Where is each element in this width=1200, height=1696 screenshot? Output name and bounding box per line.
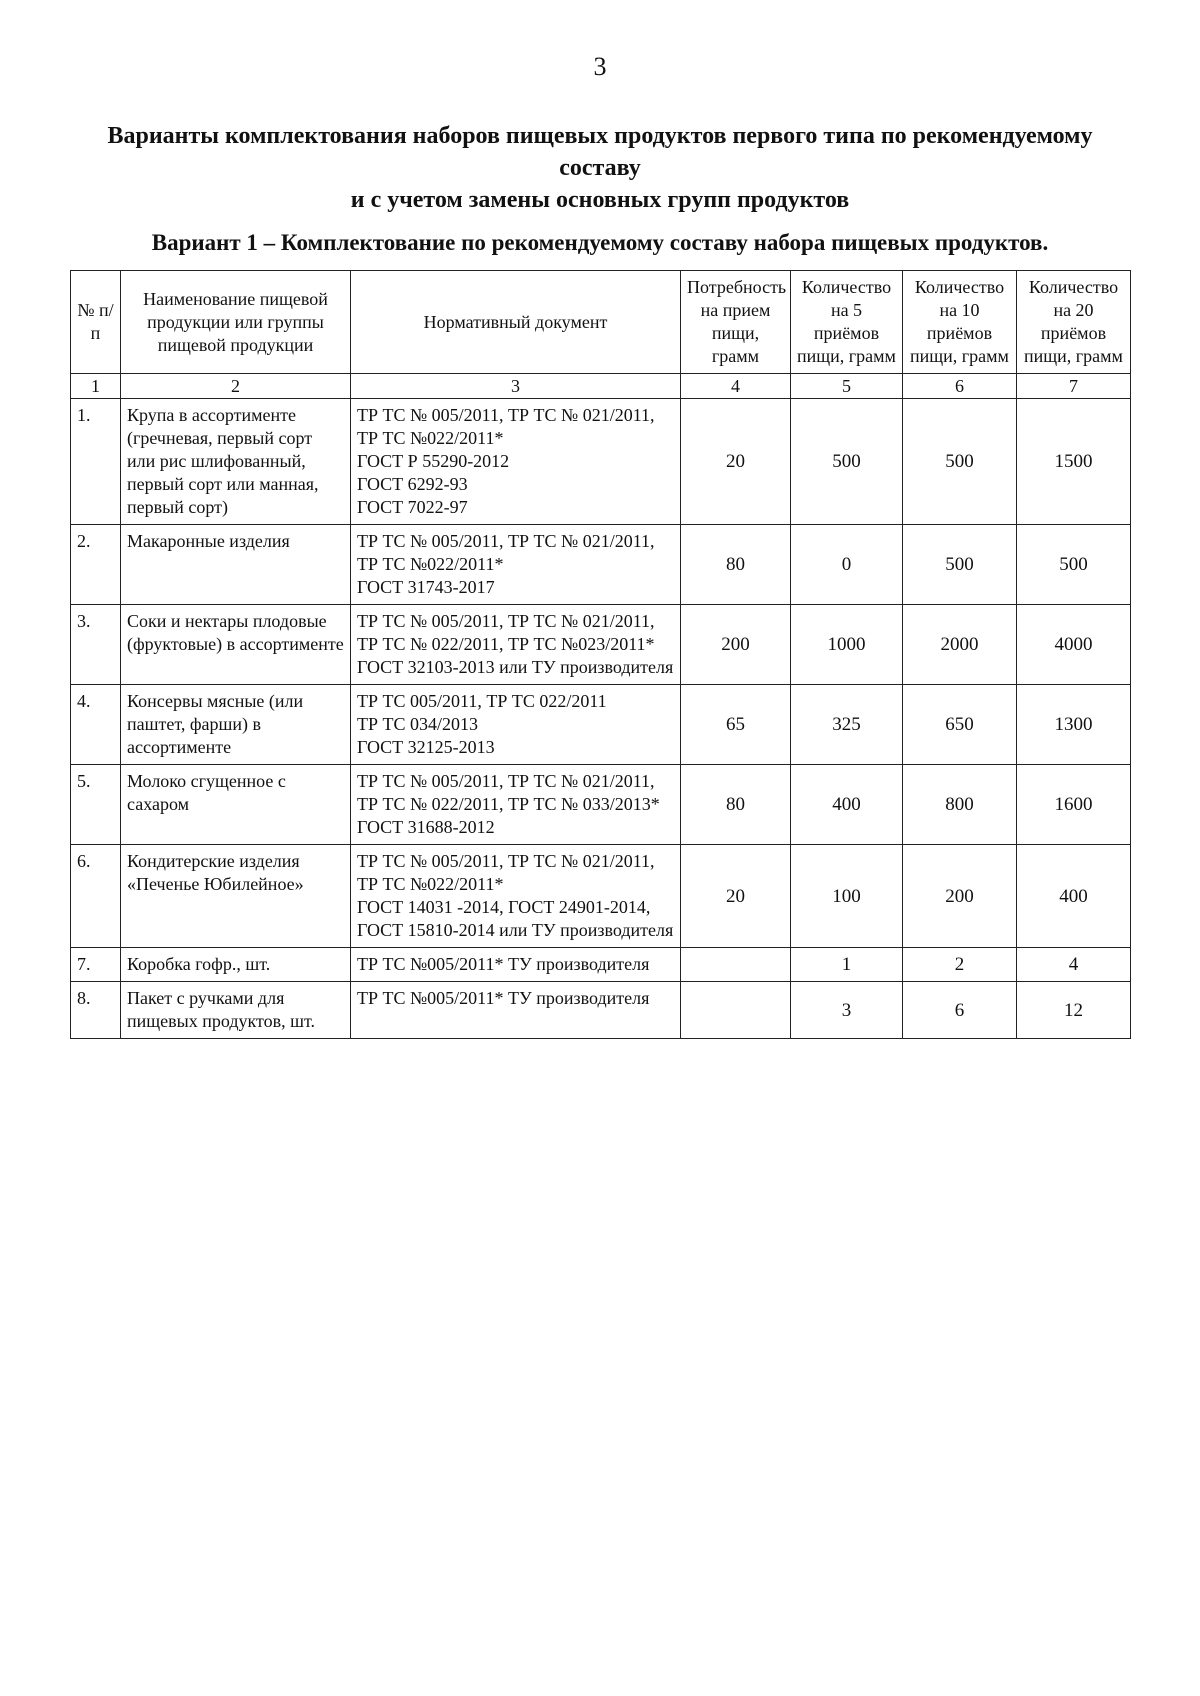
- table-row: [71, 982, 1131, 1039]
- document-line: ГОСТ 32125-2013: [357, 737, 495, 757]
- column-number: 1: [71, 374, 121, 399]
- qty-20-meals: 400: [1017, 845, 1131, 948]
- table-row: [71, 399, 1131, 525]
- column-number: 3: [351, 374, 681, 399]
- document-line: ГОСТ Р 55290-2012: [357, 451, 510, 471]
- row-number: 2.: [71, 525, 121, 605]
- header-document: Нормативный документ: [351, 271, 681, 374]
- document-line: ТР ТС №022/2011*: [357, 554, 504, 574]
- product-name: Макаронные изделия: [121, 525, 351, 605]
- need-per-meal: 20: [681, 399, 791, 525]
- qty-10-meals: 500: [903, 525, 1017, 605]
- variant-subtitle: Вариант 1 – Комплектование по рекомендуемому составу набора пищевых продуктов.: [151, 230, 1049, 255]
- qty-10-meals: 800: [903, 765, 1017, 845]
- header-num: № п/п: [71, 271, 121, 374]
- table-row: [71, 845, 1131, 948]
- products-table: [70, 270, 1131, 1039]
- normative-documents: [351, 948, 681, 982]
- document-line: ТР ТС №005/2011* ТУ производителя: [357, 954, 650, 974]
- need-per-meal: 80: [681, 765, 791, 845]
- document-line: ГОСТ 31743-2017: [357, 577, 495, 597]
- need-per-meal: [681, 948, 791, 982]
- header-qty20: Количество на 20 приёмов пищи, грамм: [1017, 271, 1131, 374]
- header-qty5: Количество на 5 приёмов пищи, грамм: [791, 271, 903, 374]
- document-line: ГОСТ 32103-2013 или ТУ производителя: [357, 657, 674, 677]
- qty-20-meals: 4000: [1017, 605, 1131, 685]
- document-line: ГОСТ 7022-97: [357, 497, 468, 517]
- product-name: Молоко сгущенное с сахаром: [121, 765, 351, 845]
- row-number: 1.: [71, 399, 121, 525]
- need-per-meal: 65: [681, 685, 791, 765]
- normative-documents: [351, 982, 681, 1039]
- row-number: 5.: [71, 765, 121, 845]
- qty-10-meals: 650: [903, 685, 1017, 765]
- row-number: 4.: [71, 685, 121, 765]
- qty-20-meals: 12: [1017, 982, 1131, 1039]
- qty-20-meals: 1300: [1017, 685, 1131, 765]
- qty-20-meals: 1600: [1017, 765, 1131, 845]
- product-name: Пакет с ручками для пищевых продуктов, шт.: [121, 982, 351, 1039]
- normative-documents: [351, 525, 681, 605]
- column-number: 2: [121, 374, 351, 399]
- table-header-row: [71, 271, 1131, 374]
- need-per-meal: 20: [681, 845, 791, 948]
- qty-10-meals: 200: [903, 845, 1017, 948]
- product-name: Соки и нектары плодовые (фруктовые) в ассортименте: [121, 605, 351, 685]
- row-number: 6.: [71, 845, 121, 948]
- qty-5-meals: 100: [791, 845, 903, 948]
- document-line: ТР ТС № 005/2011, ТР ТС № 021/2011,: [357, 611, 655, 631]
- product-name: Коробка гофр., шт.: [121, 948, 351, 982]
- product-name: Консервы мясные (или паштет, фарши) в ассортименте: [121, 685, 351, 765]
- qty-5-meals: 400: [791, 765, 903, 845]
- document-line: ТР ТС № 022/2011, ТР ТС №023/2011*: [357, 634, 655, 654]
- document-line: ГОСТ 6292-93: [357, 474, 468, 494]
- row-number: 3.: [71, 605, 121, 685]
- document-line: ТР ТС №005/2011* ТУ производителя: [357, 988, 650, 1008]
- table-row: [71, 765, 1131, 845]
- qty-10-meals: 2000: [903, 605, 1017, 685]
- normative-documents: [351, 765, 681, 845]
- product-name: Крупа в ассортименте (гречневая, первый сорт или рис шлифованный, первый сорт или манная, первый сорт): [121, 399, 351, 525]
- normative-documents: [351, 605, 681, 685]
- need-per-meal: 80: [681, 525, 791, 605]
- normative-documents: [351, 845, 681, 948]
- document-line: ТР ТС № 005/2011, ТР ТС № 021/2011,: [357, 851, 655, 871]
- document-line: ГОСТ 31688-2012: [357, 817, 495, 837]
- column-number: 7: [1017, 374, 1131, 399]
- table-row: [71, 685, 1131, 765]
- normative-documents: [351, 399, 681, 525]
- need-per-meal: 200: [681, 605, 791, 685]
- header-need: Потребность на прием пищи, грамм: [681, 271, 791, 374]
- qty-10-meals: 500: [903, 399, 1017, 525]
- document-line: ТР ТС 034/2013: [357, 714, 479, 734]
- column-number-row: [71, 374, 1131, 399]
- document-line: ТР ТС № 005/2011, ТР ТС № 021/2011,: [357, 531, 655, 551]
- table-body: [71, 399, 1131, 1039]
- row-number: 7.: [71, 948, 121, 982]
- document-title-line2: и с учетом замены основных групп продуктов: [350, 187, 850, 213]
- header-qty10: Количество на 10 приёмов пищи, грамм: [903, 271, 1017, 374]
- page-number: 3: [593, 52, 607, 81]
- document-line: ТР ТС №022/2011*: [357, 428, 504, 448]
- qty-5-meals: 0: [791, 525, 903, 605]
- qty-5-meals: 325: [791, 685, 903, 765]
- column-number: 5: [791, 374, 903, 399]
- qty-20-meals: 4: [1017, 948, 1131, 982]
- qty-5-meals: 3: [791, 982, 903, 1039]
- document-line: ГОСТ 15810-2014 или ТУ производителя: [357, 920, 674, 940]
- header-name: Наименование пищевой продукции или группы пищевой продукции: [121, 271, 351, 374]
- product-name: Кондитерские изделия «Печенье Юбилейное»: [121, 845, 351, 948]
- document-line: ТР ТС № 022/2011, ТР ТС № 033/2013*: [357, 794, 660, 814]
- row-number: 8.: [71, 982, 121, 1039]
- need-per-meal: [681, 982, 791, 1039]
- qty-20-meals: 500: [1017, 525, 1131, 605]
- column-number: 6: [903, 374, 1017, 399]
- document-line: ТР ТС №022/2011*: [357, 874, 504, 894]
- qty-10-meals: 2: [903, 948, 1017, 982]
- table-row: [71, 525, 1131, 605]
- document-title: Варианты комплектования наборов пищевых продуктов первого типа по рекомендуемому составу: [107, 123, 1093, 181]
- qty-5-meals: 1000: [791, 605, 903, 685]
- normative-documents: [351, 685, 681, 765]
- table-row: [71, 948, 1131, 982]
- document-line: ТР ТС № 005/2011, ТР ТС № 021/2011,: [357, 771, 655, 791]
- qty-5-meals: 1: [791, 948, 903, 982]
- document-line: ТР ТС № 005/2011, ТР ТС № 021/2011,: [357, 405, 655, 425]
- title-block: [70, 120, 1130, 260]
- column-number: 4: [681, 374, 791, 399]
- qty-10-meals: 6: [903, 982, 1017, 1039]
- document-line: ГОСТ 14031 -2014, ГОСТ 24901-2014,: [357, 897, 651, 917]
- qty-5-meals: 500: [791, 399, 903, 525]
- qty-20-meals: 1500: [1017, 399, 1131, 525]
- table-row: [71, 605, 1131, 685]
- document-line: ТР ТС 005/2011, ТР ТС 022/2011: [357, 691, 607, 711]
